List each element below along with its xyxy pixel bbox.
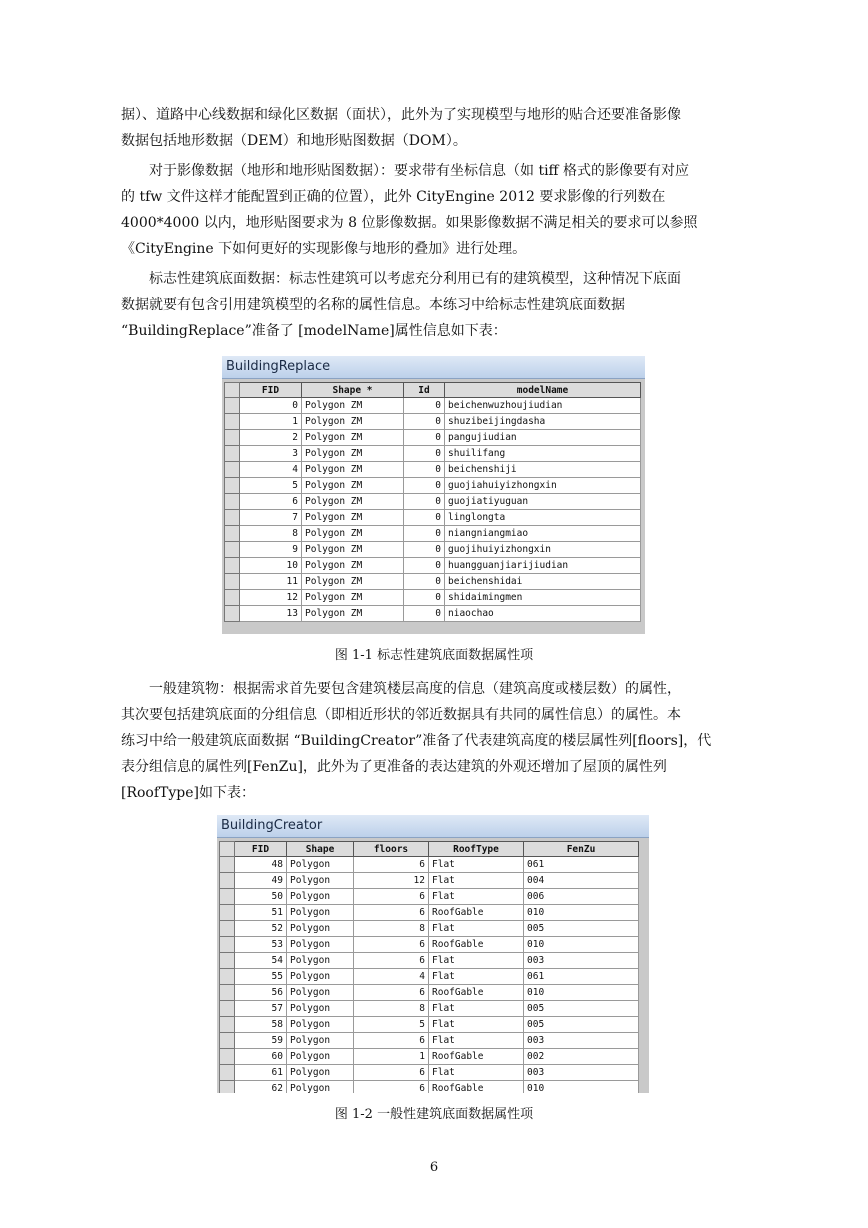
row-selector[interactable] xyxy=(220,953,235,969)
table-cell[interactable]: Polygon xyxy=(287,857,354,873)
table-cell[interactable]: 003 xyxy=(524,953,639,969)
table-cell[interactable]: 1 xyxy=(354,1049,429,1065)
table-cell[interactable]: 005 xyxy=(524,1017,639,1033)
table-cell[interactable]: 3 xyxy=(240,446,302,462)
table-cell[interactable]: 10 xyxy=(240,558,302,574)
text-line: 对于影像数据（地形和地形贴图数据）：要求带有坐标信息（如 tiff 格式的影像要有对应 xyxy=(149,163,689,179)
building-creator-table-window xyxy=(217,815,649,1093)
table-cell[interactable]: 6 xyxy=(354,889,429,905)
column-header[interactable]: floors xyxy=(354,842,429,857)
table-cell[interactable]: 50 xyxy=(235,889,287,905)
table-row[interactable] xyxy=(225,558,641,574)
table-cell[interactable]: 55 xyxy=(235,969,287,985)
row-selector[interactable] xyxy=(220,905,235,921)
table-cell[interactable]: 49 xyxy=(235,873,287,889)
table-row[interactable] xyxy=(225,446,641,462)
table-cell[interactable]: Flat xyxy=(429,857,524,873)
table-row[interactable] xyxy=(225,574,641,590)
row-selector[interactable] xyxy=(225,414,240,430)
row-selector[interactable] xyxy=(220,1017,235,1033)
table-cell[interactable]: Polygon ZM xyxy=(302,494,404,510)
row-selector[interactable] xyxy=(225,590,240,606)
table-row[interactable] xyxy=(220,905,639,921)
table-cell[interactable]: Polygon ZM xyxy=(302,462,404,478)
table-cell[interactable]: 003 xyxy=(524,1065,639,1081)
table-cell[interactable]: Polygon xyxy=(287,1017,354,1033)
column-header[interactable]: FID xyxy=(235,842,287,857)
row-selector[interactable] xyxy=(225,558,240,574)
table-cell[interactable]: 12 xyxy=(354,873,429,889)
page-number: 6 xyxy=(429,1160,439,1175)
table-cell[interactable]: 54 xyxy=(235,953,287,969)
table-cell[interactable]: Polygon ZM xyxy=(302,510,404,526)
table-row[interactable] xyxy=(225,606,641,622)
table-cell[interactable]: 56 xyxy=(235,985,287,1001)
table-row[interactable] xyxy=(220,873,639,889)
table-cell[interactable]: 59 xyxy=(235,1033,287,1049)
table-title: BuildingCreator xyxy=(217,815,649,838)
table-cell[interactable]: Polygon ZM xyxy=(302,526,404,542)
table-cell[interactable]: Polygon xyxy=(287,873,354,889)
table-cell[interactable]: Polygon ZM xyxy=(302,542,404,558)
column-header[interactable]: Shape xyxy=(287,842,354,857)
text-line: 据）、道路中心线数据和绿化区数据（面状），此外为了实现模型与地形的贴合还要准备影像 xyxy=(121,107,681,123)
figure-caption: 图 1-2 一般性建筑底面数据属性项 xyxy=(334,1107,534,1122)
table-cell[interactable]: 52 xyxy=(235,921,287,937)
row-selector[interactable] xyxy=(225,398,240,414)
table-cell[interactable]: Flat xyxy=(429,1033,524,1049)
table-row[interactable] xyxy=(220,937,639,953)
table-cell[interactable]: 0 xyxy=(404,398,445,414)
row-selector[interactable] xyxy=(220,1033,235,1049)
table-cell[interactable]: 0 xyxy=(404,510,445,526)
row-selector[interactable] xyxy=(225,574,240,590)
text-line: 表分组信息的属性列[FenZu]，此外为了更准备的表达建筑的外观还增加了屋顶的属性列 xyxy=(121,759,667,775)
table-cell[interactable]: Flat xyxy=(429,921,524,937)
table-row[interactable] xyxy=(225,430,641,446)
table-cell[interactable]: Flat xyxy=(429,873,524,889)
row-selector[interactable] xyxy=(220,1049,235,1065)
table-cell[interactable]: 010 xyxy=(524,1081,639,1094)
table-cell[interactable]: beichenshidai xyxy=(445,574,641,590)
paragraph-image-data xyxy=(121,158,749,262)
table-cell[interactable]: shidaimingmen xyxy=(445,590,641,606)
table-cell[interactable]: 061 xyxy=(524,857,639,873)
table-cell[interactable]: Flat xyxy=(429,969,524,985)
table-cell[interactable]: 6 xyxy=(354,953,429,969)
text-line: [RoofType]如下表： xyxy=(121,785,255,801)
table-row[interactable] xyxy=(225,510,641,526)
table-cell[interactable]: 0 xyxy=(404,542,445,558)
row-selector[interactable] xyxy=(225,510,240,526)
table-cell[interactable]: 061 xyxy=(524,969,639,985)
table-cell[interactable]: 2 xyxy=(240,430,302,446)
table-cell[interactable]: 58 xyxy=(235,1017,287,1033)
table-cell[interactable]: beichenshiji xyxy=(445,462,641,478)
table-title: BuildingReplace xyxy=(222,356,645,379)
table-cell[interactable]: Polygon xyxy=(287,985,354,1001)
table-row[interactable] xyxy=(220,1017,639,1033)
table-row[interactable] xyxy=(220,985,639,1001)
text-line: 其次要包括建筑底面的分组信息（即相近形状的邻近数据具有共同的属性信息）的属性。本 xyxy=(121,707,681,723)
table-cell[interactable]: 8 xyxy=(240,526,302,542)
table-cell[interactable]: 13 xyxy=(240,606,302,622)
table-cell[interactable]: 0 xyxy=(240,398,302,414)
table-cell[interactable]: 4 xyxy=(354,969,429,985)
table-cell[interactable]: 010 xyxy=(524,985,639,1001)
table-cell[interactable]: Flat xyxy=(429,1017,524,1033)
table-cell[interactable]: huangguanjiarijiudian xyxy=(445,558,641,574)
table-cell[interactable]: guojihuiyizhongxin xyxy=(445,542,641,558)
table-cell[interactable]: 53 xyxy=(235,937,287,953)
table-cell[interactable]: 8 xyxy=(354,921,429,937)
table-cell[interactable]: Polygon xyxy=(287,1081,354,1094)
table-cell[interactable]: 4 xyxy=(240,462,302,478)
paragraph-data-continuation xyxy=(121,102,749,154)
table-row[interactable] xyxy=(220,1081,639,1094)
table-cell[interactable]: 0 xyxy=(404,606,445,622)
table-row[interactable] xyxy=(220,1049,639,1065)
table-cell[interactable]: linglongta xyxy=(445,510,641,526)
column-header[interactable]: modelName xyxy=(445,383,641,398)
row-selector[interactable] xyxy=(225,430,240,446)
table-cell[interactable]: 002 xyxy=(524,1049,639,1065)
row-selector[interactable] xyxy=(220,889,235,905)
table-cell[interactable]: Polygon ZM xyxy=(302,398,404,414)
table-header-row xyxy=(220,842,639,857)
table-cell[interactable]: RoofGable xyxy=(429,985,524,1001)
table-cell[interactable]: 61 xyxy=(235,1065,287,1081)
attribute-table xyxy=(224,382,641,622)
table-cell[interactable]: niangniangmiao xyxy=(445,526,641,542)
row-selector[interactable] xyxy=(220,857,235,873)
row-selector[interactable] xyxy=(220,1001,235,1017)
table-cell[interactable]: shuzibeijingdasha xyxy=(445,414,641,430)
table-cell[interactable]: Polygon ZM xyxy=(302,590,404,606)
table-cell[interactable]: 0 xyxy=(404,462,445,478)
table-cell[interactable]: 6 xyxy=(354,1081,429,1094)
table-cell[interactable]: 57 xyxy=(235,1001,287,1017)
table-cell[interactable]: 48 xyxy=(235,857,287,873)
table-row[interactable] xyxy=(225,414,641,430)
table-row[interactable] xyxy=(220,1065,639,1081)
table-cell[interactable]: 9 xyxy=(240,542,302,558)
table-row[interactable] xyxy=(225,478,641,494)
table-row[interactable] xyxy=(220,1001,639,1017)
row-selector[interactable] xyxy=(220,1065,235,1081)
table-cell[interactable]: 5 xyxy=(354,1017,429,1033)
table-cell[interactable]: Polygon xyxy=(287,953,354,969)
table-cell[interactable]: Polygon xyxy=(287,1065,354,1081)
table-row[interactable] xyxy=(225,590,641,606)
table-cell[interactable]: RoofGable xyxy=(429,1049,524,1065)
text-line: 数据包括地形数据（DEM）和地形贴图数据（DOM）。 xyxy=(121,133,467,149)
table-cell[interactable]: Polygon ZM xyxy=(302,430,404,446)
table-cell[interactable]: 010 xyxy=(524,937,639,953)
row-selector[interactable] xyxy=(225,526,240,542)
table-cell[interactable]: 8 xyxy=(354,1001,429,1017)
table-cell[interactable]: 005 xyxy=(524,921,639,937)
text-line: 的 tfw 文件这样才能配置到正确的位置），此外 CityEngine 2012 要求影像的行列数在 xyxy=(121,189,666,205)
table-cell[interactable]: Polygon ZM xyxy=(302,446,404,462)
row-selector[interactable] xyxy=(225,494,240,510)
table-cell[interactable]: Flat xyxy=(429,1065,524,1081)
row-selector[interactable] xyxy=(225,462,240,478)
table-cell[interactable]: RoofGable xyxy=(429,905,524,921)
table-cell[interactable]: 6 xyxy=(354,1033,429,1049)
row-selector[interactable] xyxy=(225,478,240,494)
table-cell[interactable]: RoofGable xyxy=(429,1081,524,1094)
table-cell[interactable]: 003 xyxy=(524,1033,639,1049)
table-cell[interactable]: 006 xyxy=(524,889,639,905)
table-cell[interactable]: Flat xyxy=(429,953,524,969)
table-cell[interactable]: 5 xyxy=(240,478,302,494)
table-header-row xyxy=(225,383,641,398)
table-row[interactable] xyxy=(225,494,641,510)
text-line: 一般建筑物：根据需求首先要包含建筑楼层高度的信息（建筑高度或楼层数）的属性， xyxy=(149,681,681,697)
table-cell[interactable]: 0 xyxy=(404,478,445,494)
table-cell[interactable]: Polygon xyxy=(287,889,354,905)
table-cell[interactable]: 6 xyxy=(240,494,302,510)
text-line: “BuildingReplace”准备了 [modelName]属性信息如下表： xyxy=(121,323,507,339)
table-cell[interactable]: Polygon ZM xyxy=(302,478,404,494)
text-line: 练习中给一般建筑底面数据 “BuildingCreator”准备了代表建筑高度的楼层属性列[floors]，代 xyxy=(121,733,712,749)
row-selector[interactable] xyxy=(220,873,235,889)
table-cell[interactable]: Polygon xyxy=(287,969,354,985)
table-row[interactable] xyxy=(225,542,641,558)
attribute-table xyxy=(219,841,639,1093)
table-cell[interactable]: 0 xyxy=(404,526,445,542)
table-cell[interactable]: Polygon xyxy=(287,1049,354,1065)
row-selector[interactable] xyxy=(225,446,240,462)
table-cell[interactable]: 60 xyxy=(235,1049,287,1065)
column-header[interactable]: FenZu xyxy=(524,842,639,857)
table-cell[interactable]: 11 xyxy=(240,574,302,590)
table-row[interactable] xyxy=(225,398,641,414)
row-selector[interactable] xyxy=(220,969,235,985)
table-cell[interactable]: Polygon xyxy=(287,1033,354,1049)
table-row[interactable] xyxy=(220,953,639,969)
text-line: 《CityEngine 下如何更好的实现影像与地形的叠加》进行处理。 xyxy=(121,241,527,257)
paragraph-general-buildings xyxy=(121,676,749,806)
table-cell[interactable]: 6 xyxy=(354,905,429,921)
table-cell[interactable]: 51 xyxy=(235,905,287,921)
table-cell[interactable]: 010 xyxy=(524,905,639,921)
table-cell[interactable]: 12 xyxy=(240,590,302,606)
text-line: 4000*4000 以内，地形贴图要求为 8 位影像数据。如果影像数据不满足相关的要求可以参照 xyxy=(121,215,698,231)
building-replace-table-window xyxy=(222,356,645,634)
table-cell[interactable]: 0 xyxy=(404,494,445,510)
row-selector[interactable] xyxy=(225,542,240,558)
table-cell[interactable]: 6 xyxy=(354,857,429,873)
table-cell[interactable]: Polygon xyxy=(287,905,354,921)
table-cell[interactable]: 0 xyxy=(404,446,445,462)
table-row[interactable] xyxy=(220,1033,639,1049)
table-cell[interactable]: 0 xyxy=(404,558,445,574)
table-cell[interactable]: 6 xyxy=(354,985,429,1001)
text-line: 数据就要有包含引用建筑模型的名称的属性信息。本练习中给标志性建筑底面数据 xyxy=(121,297,625,313)
table-cell[interactable]: Flat xyxy=(429,889,524,905)
column-header[interactable]: Id xyxy=(404,383,445,398)
table-cell[interactable]: 1 xyxy=(240,414,302,430)
table-row[interactable] xyxy=(220,969,639,985)
table-cell[interactable]: pangujiudian xyxy=(445,430,641,446)
table-cell[interactable]: 7 xyxy=(240,510,302,526)
row-selector-header[interactable] xyxy=(225,383,240,398)
table-row[interactable] xyxy=(220,889,639,905)
table-row[interactable] xyxy=(225,526,641,542)
table-cell[interactable]: guojiatiyuguan xyxy=(445,494,641,510)
table-cell[interactable]: Polygon ZM xyxy=(302,414,404,430)
row-selector[interactable] xyxy=(220,1081,235,1094)
table-cell[interactable]: Polygon xyxy=(287,937,354,953)
table-cell[interactable]: 6 xyxy=(354,1065,429,1081)
row-selector[interactable] xyxy=(225,606,240,622)
table-cell[interactable]: Polygon ZM xyxy=(302,574,404,590)
row-selector[interactable] xyxy=(220,937,235,953)
table-cell[interactable]: Flat xyxy=(429,1001,524,1017)
row-selector-header[interactable] xyxy=(220,842,235,857)
table-cell[interactable]: 005 xyxy=(524,1001,639,1017)
table-cell[interactable]: 62 xyxy=(235,1081,287,1094)
table-cell[interactable]: Polygon ZM xyxy=(302,558,404,574)
table-cell[interactable]: RoofGable xyxy=(429,937,524,953)
paragraph-landmark-data xyxy=(121,266,749,344)
table-cell[interactable]: 0 xyxy=(404,590,445,606)
table-row[interactable] xyxy=(220,921,639,937)
table-cell[interactable]: Polygon ZM xyxy=(302,606,404,622)
table-cell[interactable]: 0 xyxy=(404,414,445,430)
row-selector[interactable] xyxy=(220,985,235,1001)
column-header[interactable]: RoofType xyxy=(429,842,524,857)
table-cell[interactable]: 0 xyxy=(404,430,445,446)
table-cell[interactable]: shuilifang xyxy=(445,446,641,462)
table-row[interactable] xyxy=(225,462,641,478)
table-cell[interactable]: 004 xyxy=(524,873,639,889)
table-cell[interactable]: 0 xyxy=(404,574,445,590)
column-header[interactable]: FID xyxy=(240,383,302,398)
table-cell[interactable]: beichenwuzhoujiudian xyxy=(445,398,641,414)
table-cell[interactable]: niaochao xyxy=(445,606,641,622)
text-line: 标志性建筑底面数据：标志性建筑可以考虑充分利用已有的建筑模型，这种情况下底面 xyxy=(149,271,681,287)
table-cell[interactable]: Polygon xyxy=(287,1001,354,1017)
table-row[interactable] xyxy=(220,857,639,873)
table-cell[interactable]: 6 xyxy=(354,937,429,953)
row-selector[interactable] xyxy=(220,921,235,937)
column-header[interactable]: Shape * xyxy=(302,383,404,398)
figure-caption: 图 1-1 标志性建筑底面数据属性项 xyxy=(334,648,534,663)
table-cell[interactable]: Polygon xyxy=(287,921,354,937)
table-cell[interactable]: guojiahuiyizhongxin xyxy=(445,478,641,494)
